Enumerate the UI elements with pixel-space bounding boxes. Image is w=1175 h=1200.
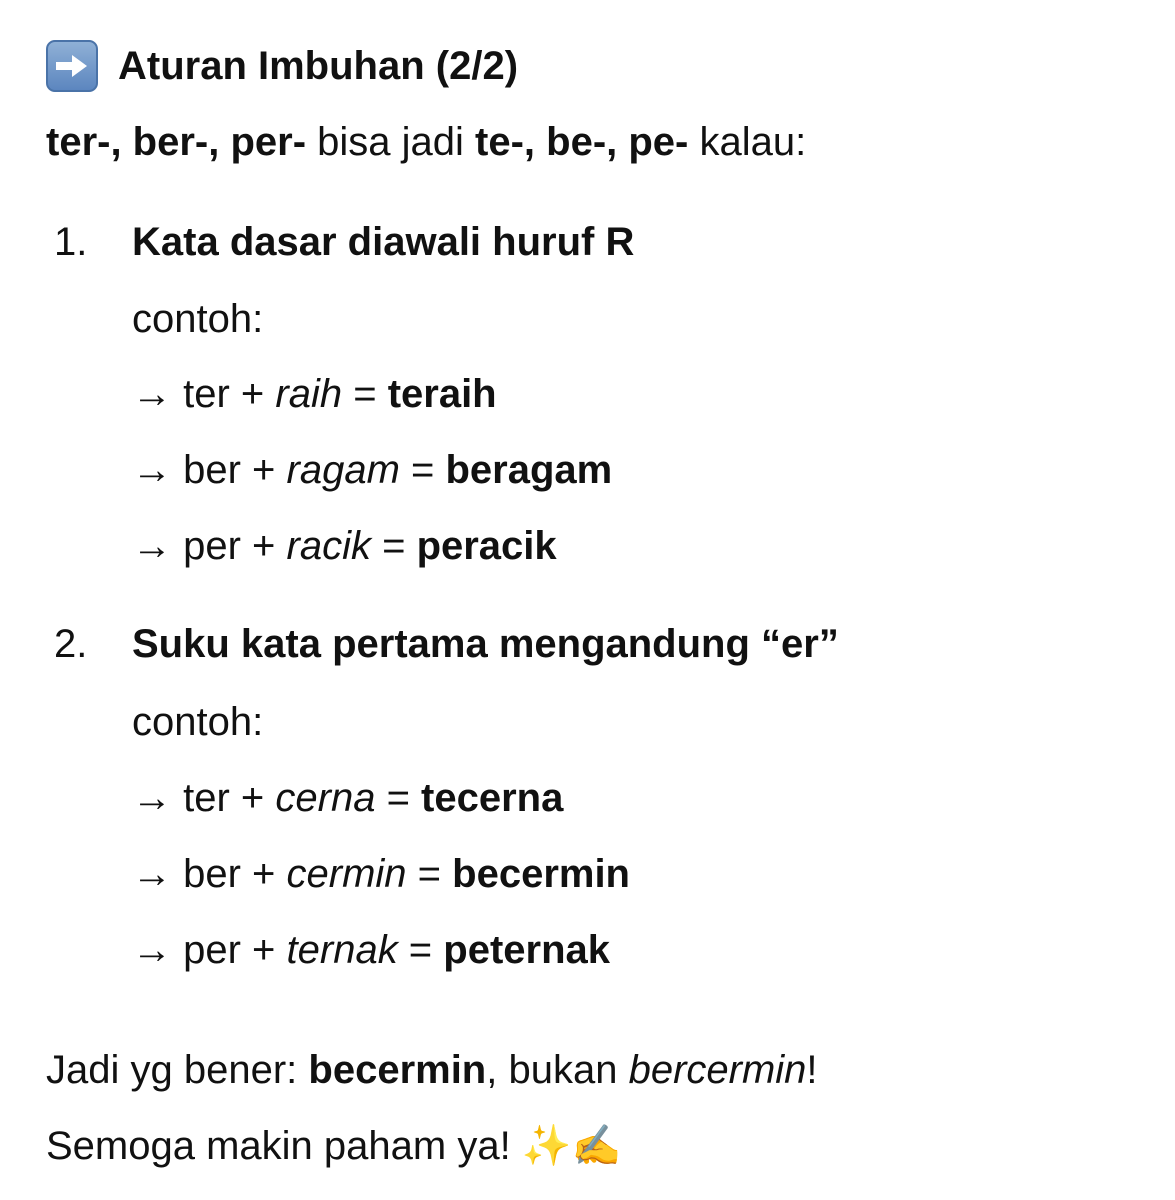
result-word: teraih — [387, 372, 497, 416]
arrow-icon: → — [132, 448, 172, 492]
result-word: tecerna — [421, 776, 564, 820]
result-word: becermin — [452, 852, 630, 896]
example-item: → per + ternak = peternak — [132, 928, 611, 972]
result-word: peracik — [416, 524, 557, 568]
title-row — [46, 40, 518, 92]
arrow-icon: → — [132, 852, 172, 896]
base-word: ragam — [286, 448, 400, 492]
base-word: raih — [275, 372, 343, 416]
arrow-icon: → — [132, 372, 172, 416]
example-item: → per + racik = peracik — [132, 524, 557, 568]
base-word: racik — [286, 524, 371, 568]
intro-prefixes: ter-, ber-, per- — [46, 120, 307, 164]
example-item: → ter + raih = teraih — [132, 372, 497, 416]
wrong-word: bercermin — [628, 1048, 807, 1092]
example-item: → ber + ragam = beragam — [132, 448, 613, 492]
rule-number: 1. — [54, 220, 88, 264]
rule-heading: Suku kata pertama mengandung “er” — [132, 622, 839, 666]
arrow-icon: → — [132, 776, 172, 820]
base-word: cermin — [286, 852, 407, 896]
example-item: → ter + cerna = tecerna — [132, 776, 564, 820]
intro-end: kalau: — [688, 120, 807, 164]
right-arrow-button-icon — [46, 40, 98, 92]
intro-result-prefixes: te-, be-, pe- — [475, 120, 689, 164]
arrow-icon: → — [132, 928, 172, 972]
intro-line — [46, 118, 806, 166]
example-label: contoh: — [132, 700, 264, 744]
page-title: Aturan Imbuhan (2/2) — [118, 44, 519, 88]
closing-line: Semoga makin paham ya! ✨✍️ — [46, 1124, 622, 1168]
intro-mid: bisa jadi — [306, 120, 476, 164]
result-word: beragam — [445, 448, 613, 492]
sparkles-writing-hand-icon: ✨✍️ — [521, 1124, 622, 1168]
conclusion-line: Jadi yg bener: becermin, bukan bercermin! — [46, 1048, 818, 1092]
example-item: → ber + cermin = becermin — [132, 852, 630, 896]
base-word: ternak — [286, 928, 398, 972]
arrow-icon: → — [132, 524, 172, 568]
example-label: contoh: — [132, 297, 264, 341]
result-word: peternak — [443, 928, 611, 972]
correct-word: becermin — [308, 1048, 487, 1092]
base-word: cerna — [275, 776, 376, 820]
rule-heading: Kata dasar diawali huruf R — [132, 220, 635, 264]
rule-number: 2. — [54, 622, 88, 666]
